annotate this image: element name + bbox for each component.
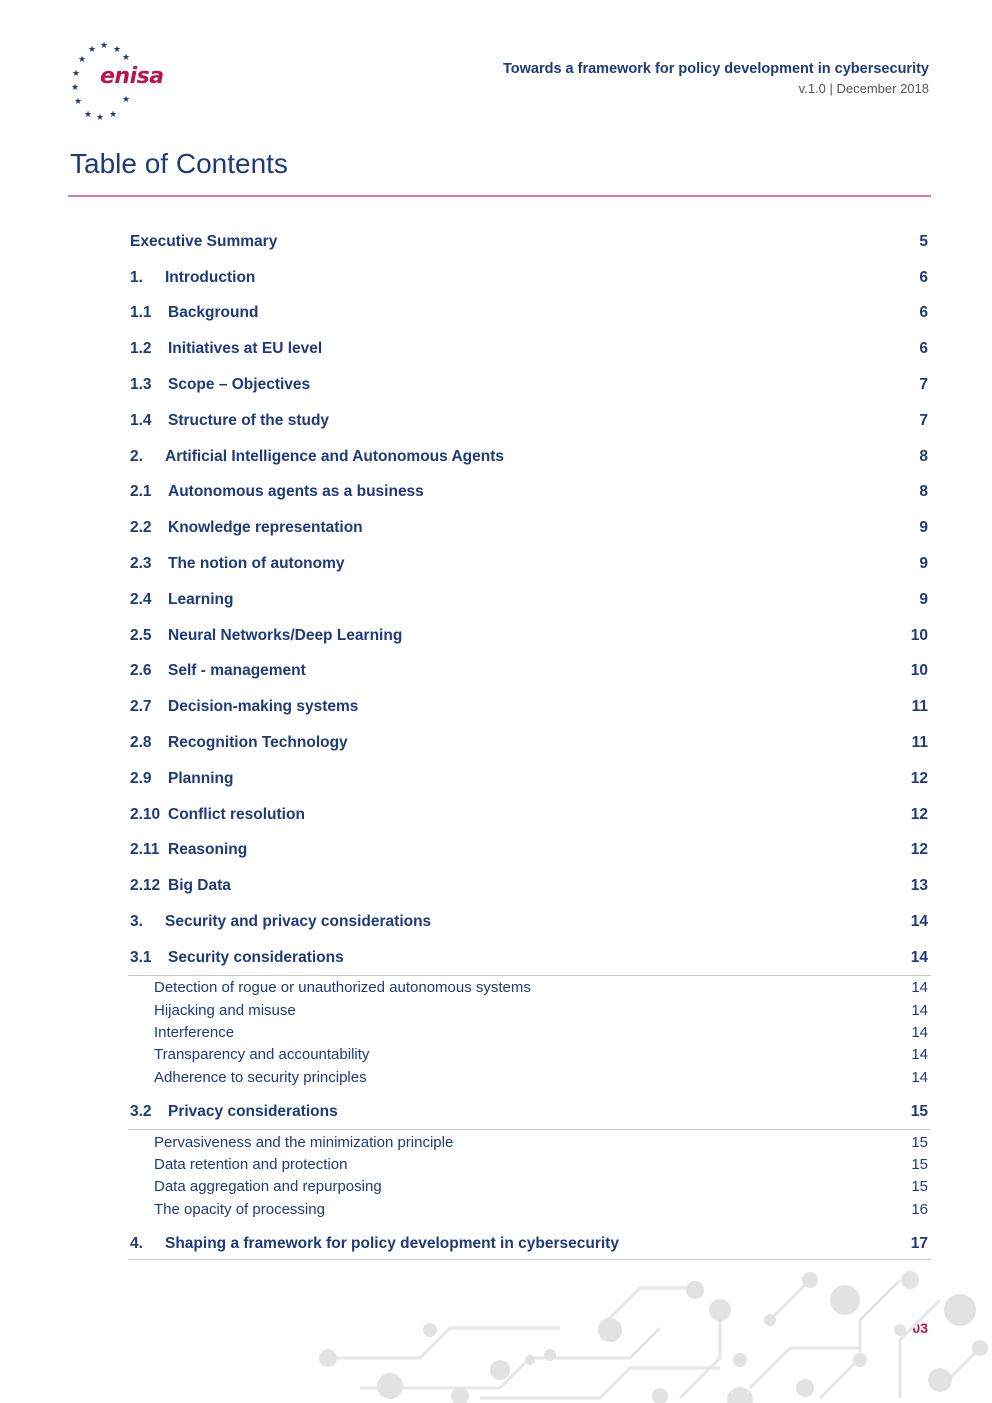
toc-entry-label: Knowledge representation [168, 519, 363, 537]
toc-entry[interactable] [130, 833, 928, 869]
toc-entry-number: 1.1 [130, 304, 152, 322]
toc-entry-number: 2.3 [130, 555, 152, 573]
toc-entry-label: Executive Summary [130, 232, 278, 250]
toc-entry-page: 5 [919, 232, 928, 250]
toc-subentry-label: The opacity of processing [154, 1200, 325, 1218]
toc-entry-number: 3.1 [130, 948, 152, 966]
toc-subentry-label: Data retention and protection [154, 1155, 348, 1173]
toc-entry[interactable] [130, 582, 928, 618]
svg-text:★: ★ [122, 53, 131, 63]
toc-entry-number: 1. [130, 268, 143, 286]
toc-entry-page: 9 [919, 590, 928, 608]
toc-entry-number: 3.2 [130, 1103, 152, 1121]
toc-entry-number: 1.3 [130, 376, 152, 394]
toc-entry-page: 10 [910, 626, 928, 644]
toc-entry-label: Reasoning [168, 841, 248, 859]
toc-entry-page: 10 [910, 662, 928, 680]
toc-entry-label: Initiatives at EU level [168, 340, 323, 358]
toc-subentry-page: 15 [911, 1155, 928, 1173]
toc-entry-page: 7 [919, 411, 928, 429]
toc-entry-page: 7 [919, 376, 928, 394]
toc-entry-label: Security and privacy considerations [165, 913, 432, 931]
toc-entry[interactable] [130, 761, 928, 797]
toc-entry-number: 3. [130, 913, 143, 931]
toc-entry[interactable] [130, 546, 928, 582]
toc-subentry-label: Interference [154, 1023, 235, 1041]
logo-wordmark: enisa [100, 64, 164, 89]
toc-subentry[interactable] [130, 1198, 928, 1220]
toc-entry-page: 8 [919, 447, 928, 465]
toc-entry-number: 2.12 [130, 877, 161, 895]
toc-entry[interactable] [130, 296, 928, 332]
svg-text:★: ★ [100, 41, 109, 51]
svg-text:★: ★ [113, 45, 122, 55]
toc-subentry[interactable] [130, 1021, 928, 1043]
toc-entry-number: 1.2 [130, 340, 152, 358]
toc-entry[interactable] [130, 510, 928, 546]
toc-entry-page: 12 [910, 841, 928, 859]
toc-entry-label: Shaping a framework for policy development in cybersecurity [165, 1235, 619, 1253]
toc-subentry-label: Detection of rogue or unauthorized autonomous systems [154, 979, 531, 997]
toc-subentry[interactable] [130, 1131, 928, 1153]
toc-entry[interactable] [130, 904, 928, 940]
toc-entry-number: 2.6 [130, 662, 152, 680]
toc-entry-number: 2.4 [130, 590, 152, 608]
toc-entry-page: 6 [919, 340, 928, 358]
toc-entry-page: 13 [910, 877, 928, 895]
toc-entry-label: Security considerations [168, 948, 344, 966]
toc-entry-page: 9 [919, 555, 928, 573]
toc-entry-label: Background [168, 304, 259, 322]
circuit-pattern-icon [300, 1270, 992, 1403]
toc-subentry-page: 14 [911, 1023, 928, 1041]
document-version-date: v.1.0 | December 2018 [798, 81, 929, 96]
title-divider [68, 195, 931, 197]
toc-entry-number: 2.7 [130, 698, 152, 716]
toc-entry-page: 11 [911, 734, 928, 752]
toc-entry-label: Neural Networks/Deep Learning [168, 626, 403, 644]
toc-entry[interactable] [130, 797, 928, 833]
toc-entry-page: 8 [919, 483, 928, 501]
toc-subentry-label: Data aggregation and repurposing [154, 1178, 382, 1196]
toc-entry-number: 2.5 [130, 626, 152, 644]
table-of-contents [130, 224, 928, 1262]
toc-subentry-page: 14 [911, 1068, 928, 1086]
toc-subentry-page: 15 [911, 1178, 928, 1196]
toc-subentry[interactable] [130, 1066, 928, 1088]
toc-entry[interactable] [130, 403, 928, 439]
toc-entry-label: Autonomous agents as a business [168, 483, 424, 501]
svg-text:★: ★ [71, 83, 80, 93]
toc-entry-page: 6 [919, 304, 928, 322]
toc-entry-page: 11 [911, 698, 928, 716]
toc-entry-label: Self - management [168, 662, 306, 680]
toc-subentry-label: Transparency and accountability [154, 1046, 370, 1064]
toc-entry-label: Big Data [168, 877, 231, 895]
toc-subentry[interactable] [130, 1153, 928, 1175]
toc-entry-label: Artificial Intelligence and Autonomous Agents [165, 447, 505, 465]
page-number: 03 [912, 1320, 928, 1336]
toc-entry[interactable] [130, 654, 928, 690]
toc-entry-label: Introduction [165, 268, 256, 286]
svg-text:★: ★ [88, 45, 97, 55]
toc-entry-number: 4. [130, 1235, 143, 1253]
toc-entry[interactable] [130, 1226, 928, 1262]
toc-entry[interactable] [130, 689, 928, 725]
svg-text:★: ★ [109, 110, 118, 120]
svg-text:★: ★ [122, 95, 131, 105]
toc-subentry[interactable] [130, 999, 928, 1021]
toc-entry-page: 14 [910, 913, 928, 931]
toc-entry-label: Decision-making systems [168, 698, 359, 716]
toc-subentry[interactable] [130, 1176, 928, 1198]
toc-entry[interactable] [130, 1094, 928, 1130]
toc-subentry-label: Adherence to security principles [154, 1068, 367, 1086]
toc-entry-page: 12 [910, 805, 928, 823]
toc-subentry-page: 14 [911, 1046, 928, 1064]
svg-text:★: ★ [74, 97, 83, 107]
toc-entry-number: 2.11 [130, 841, 160, 859]
toc-subentry-page: 14 [911, 1001, 928, 1019]
toc-entry[interactable] [130, 940, 928, 976]
toc-subentry[interactable] [130, 977, 928, 999]
toc-entry-label: Structure of the study [168, 411, 330, 429]
toc-entry-number: 2.10 [130, 805, 161, 823]
toc-entry-number: 2.8 [130, 734, 152, 752]
svg-text:★: ★ [72, 69, 81, 79]
toc-entry[interactable] [130, 367, 928, 403]
toc-entry-number: 1.4 [130, 411, 152, 429]
toc-entry-page: 15 [910, 1103, 928, 1121]
toc-entry-page: 17 [910, 1235, 928, 1253]
toc-subentry-page: 14 [911, 979, 928, 997]
toc-entry-number: 2.1 [130, 483, 152, 501]
toc-entry-page: 6 [919, 268, 928, 286]
toc-subentry-page: 15 [911, 1133, 928, 1151]
svg-text:★: ★ [84, 110, 93, 120]
toc-entry[interactable] [130, 725, 928, 761]
toc-entry[interactable] [130, 475, 928, 511]
toc-entry-number: 2.9 [130, 769, 152, 787]
toc-entry[interactable] [130, 331, 928, 367]
toc-subentry[interactable] [130, 1044, 928, 1066]
toc-entry-label: Recognition Technology [168, 734, 348, 752]
svg-text:★: ★ [78, 55, 87, 65]
toc-entry-label: Conflict resolution [168, 805, 305, 823]
toc-entry-page: 14 [910, 948, 928, 966]
toc-entry-page: 9 [919, 519, 928, 537]
toc-entry-label: Planning [168, 769, 234, 787]
toc-entry-label: Scope – Objectives [168, 376, 311, 394]
toc-entry[interactable] [130, 224, 928, 260]
toc-entry-page: 12 [910, 769, 928, 787]
toc-entry-number: 2.2 [130, 519, 152, 537]
toc-subentry-label: Hijacking and misuse [154, 1001, 296, 1019]
toc-entry[interactable] [130, 618, 928, 654]
toc-entry-label: Privacy considerations [168, 1103, 338, 1121]
toc-entry[interactable] [130, 868, 928, 904]
toc-entry-number: 2. [130, 447, 143, 465]
toc-subentry-label: Pervasiveness and the minimization principle [154, 1133, 454, 1151]
toc-entry[interactable] [130, 439, 928, 475]
toc-entry[interactable] [130, 260, 928, 296]
toc-entry-label: Learning [168, 590, 234, 608]
document-title: Towards a framework for policy development in cybersecurity [502, 61, 929, 77]
toc-entry-label: The notion of autonomy [168, 555, 345, 573]
svg-text:★: ★ [96, 113, 105, 123]
page-title: Table of Contents [70, 148, 288, 179]
toc-subentry-page: 16 [911, 1200, 928, 1218]
